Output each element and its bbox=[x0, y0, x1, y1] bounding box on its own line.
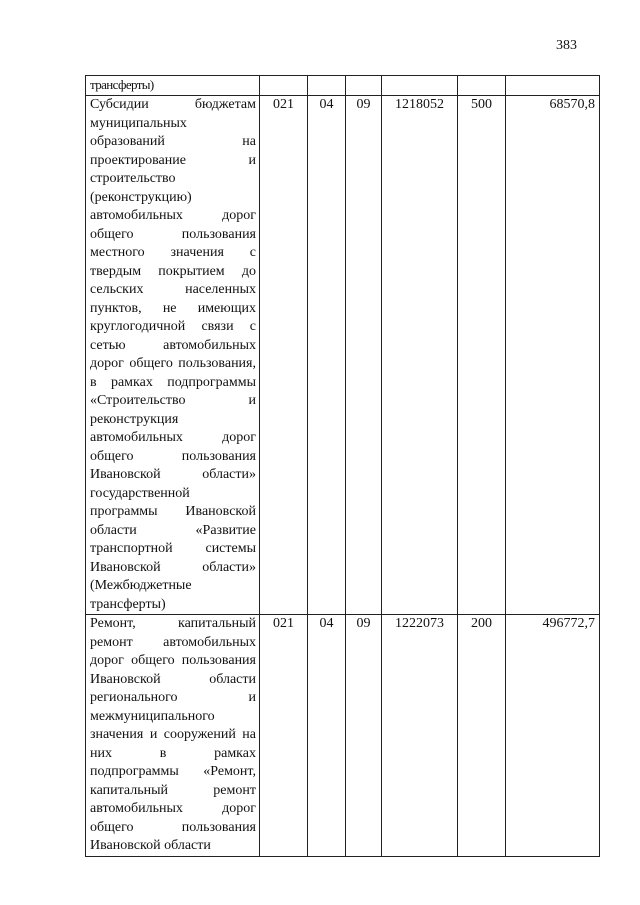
empty-cell bbox=[506, 76, 600, 96]
expense-type-code: 200 bbox=[458, 615, 506, 857]
amount: 496772,7 bbox=[506, 615, 600, 857]
ministry-code: 021 bbox=[260, 96, 308, 615]
continuation-cell: трансферты) bbox=[86, 76, 260, 96]
row-description: Субсидии бюджетам муниципальных образований на проектирование и строительство (реконструкцию) автомобильных дорог общего пользования местного значения с твердым покрытием до сельских населенных пунктов, не имеющих круглогодичной связи с сетью автомобильных дорог общего пользования, в рамках подпрограммы «Строительство и реконструкция автомобильных дорог общего пользования Ивановской области» государственной программы Ивановской области «Развитие транспортной системы Ивановской области» (Межбюджетные трансферты) bbox=[86, 96, 260, 615]
budget-table bbox=[85, 75, 600, 857]
subsection-code: 09 bbox=[346, 96, 382, 615]
target-article-code: 1218052 bbox=[382, 96, 458, 615]
ministry-code: 021 bbox=[260, 615, 308, 857]
table-row bbox=[86, 615, 600, 857]
expense-type-code: 500 bbox=[458, 96, 506, 615]
table-row bbox=[86, 96, 600, 615]
continuation-row bbox=[86, 76, 600, 96]
section-code: 04 bbox=[308, 96, 346, 615]
target-article-code: 1222073 bbox=[382, 615, 458, 857]
page-number: 383 bbox=[556, 38, 577, 53]
subsection-code: 09 bbox=[346, 615, 382, 857]
empty-cell bbox=[308, 76, 346, 96]
empty-cell bbox=[458, 76, 506, 96]
empty-cell bbox=[382, 76, 458, 96]
row-description: Ремонт, капитальный ремонт автомобильных дорог общего пользования Ивановской области регионального и межмуниципального значения и сооружений на них в рамках подпрограммы «Ремонт, капитальный ремонт автомобильных дорог общего пользования Ивановской области bbox=[86, 615, 260, 857]
empty-cell bbox=[346, 76, 382, 96]
amount: 68570,8 bbox=[506, 96, 600, 615]
empty-cell bbox=[260, 76, 308, 96]
section-code: 04 bbox=[308, 615, 346, 857]
